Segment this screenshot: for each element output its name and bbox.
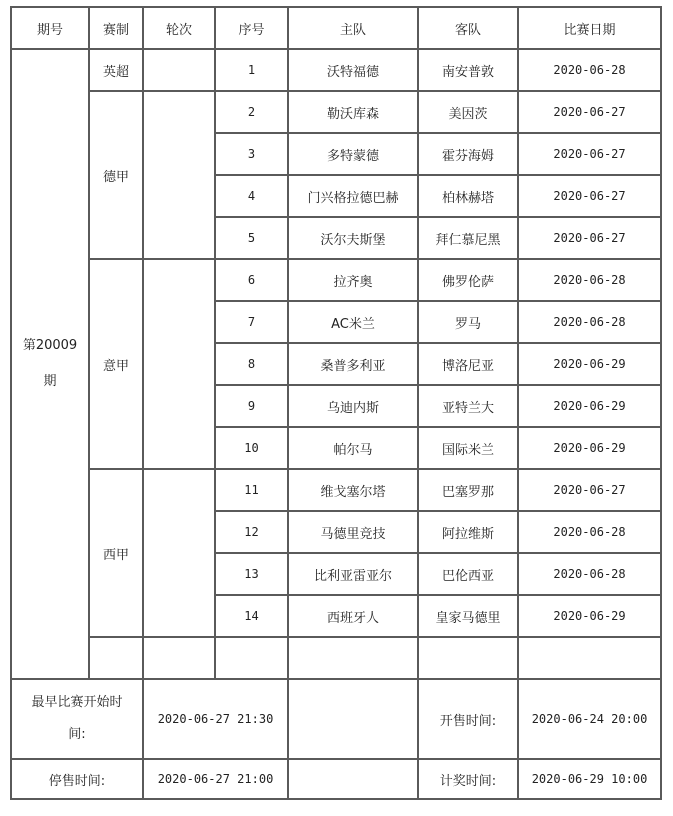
footer-row-earliest — [11, 679, 661, 759]
match-no: 3 — [215, 133, 288, 175]
away-team: 亚特兰大 — [418, 385, 518, 427]
away-team: 巴塞罗那 — [418, 469, 518, 511]
match-date: 2020-06-27 — [518, 133, 661, 175]
match-no: 7 — [215, 301, 288, 343]
empty-cell — [418, 637, 518, 679]
home-team: 拉齐奥 — [288, 259, 418, 301]
match-no: 9 — [215, 385, 288, 427]
league-cell: 意甲 — [89, 259, 143, 469]
away-team: 霍芬海姆 — [418, 133, 518, 175]
home-team: 帕尔马 — [288, 427, 418, 469]
away-team: 柏林赫塔 — [418, 175, 518, 217]
home-team: 马德里竞技 — [288, 511, 418, 553]
match-no: 10 — [215, 427, 288, 469]
match-no: 6 — [215, 259, 288, 301]
match-date: 2020-06-29 — [518, 427, 661, 469]
issue-cell — [11, 49, 89, 679]
home-team: 沃尔夫斯堡 — [288, 217, 418, 259]
empty-cell — [215, 637, 288, 679]
away-team: 国际米兰 — [418, 427, 518, 469]
league-cell: 西甲 — [89, 469, 143, 637]
match-no: 5 — [215, 217, 288, 259]
home-team: 沃特福德 — [288, 49, 418, 91]
away-team: 皇家马德里 — [418, 595, 518, 637]
table-row — [11, 469, 661, 511]
home-team: 维戈塞尔塔 — [288, 469, 418, 511]
header-no: 序号 — [215, 7, 288, 49]
match-no: 12 — [215, 511, 288, 553]
match-date: 2020-06-27 — [518, 217, 661, 259]
sale-close-label: 停售时间: — [11, 759, 143, 799]
table-row — [11, 259, 661, 301]
home-team: 勒沃库森 — [288, 91, 418, 133]
sale-close-value: 2020-06-27 21:00 — [143, 759, 288, 799]
empty-cell — [143, 637, 215, 679]
match-no: 14 — [215, 595, 288, 637]
earliest-start-label-line1: 最早比赛开始时 — [31, 695, 123, 710]
match-date: 2020-06-28 — [518, 553, 661, 595]
match-date: 2020-06-28 — [518, 511, 661, 553]
home-team: 比利亚雷亚尔 — [288, 553, 418, 595]
match-date: 2020-06-27 — [518, 469, 661, 511]
round-cell — [143, 49, 215, 91]
league-cell: 德甲 — [89, 91, 143, 259]
empty-cell — [518, 637, 661, 679]
match-date: 2020-06-29 — [518, 385, 661, 427]
empty-cell — [288, 759, 418, 799]
header-league: 赛制 — [89, 7, 143, 49]
empty-cell — [288, 637, 418, 679]
match-date: 2020-06-28 — [518, 301, 661, 343]
away-team: 巴伦西亚 — [418, 553, 518, 595]
league-cell: 英超 — [89, 49, 143, 91]
issue-suffix: 期 — [43, 374, 57, 389]
match-no: 13 — [215, 553, 288, 595]
table-row — [11, 49, 661, 91]
round-cell — [143, 91, 215, 259]
away-team: 罗马 — [418, 301, 518, 343]
away-team: 阿拉维斯 — [418, 511, 518, 553]
header-row — [11, 7, 661, 49]
match-no: 2 — [215, 91, 288, 133]
match-date: 2020-06-28 — [518, 259, 661, 301]
away-team: 佛罗伦萨 — [418, 259, 518, 301]
match-date: 2020-06-28 — [518, 49, 661, 91]
home-team: 西班牙人 — [288, 595, 418, 637]
footer-row-close — [11, 759, 661, 799]
away-team: 拜仁慕尼黑 — [418, 217, 518, 259]
sale-open-value: 2020-06-24 20:00 — [518, 679, 661, 759]
earliest-start-label — [11, 679, 143, 759]
home-team: 门兴格拉德巴赫 — [288, 175, 418, 217]
empty-row — [11, 637, 661, 679]
match-no: 4 — [215, 175, 288, 217]
home-team: 多特蒙德 — [288, 133, 418, 175]
earliest-start-label-line2: 间: — [68, 727, 86, 742]
match-no: 1 — [215, 49, 288, 91]
home-team: AC米兰 — [288, 301, 418, 343]
away-team: 博洛尼亚 — [418, 343, 518, 385]
table-row — [11, 91, 661, 133]
empty-cell — [89, 637, 143, 679]
away-team: 美因茨 — [418, 91, 518, 133]
match-no: 11 — [215, 469, 288, 511]
empty-cell — [288, 679, 418, 759]
header-round: 轮次 — [143, 7, 215, 49]
header-home-team: 主队 — [288, 7, 418, 49]
match-date: 2020-06-29 — [518, 595, 661, 637]
round-cell — [143, 469, 215, 637]
sale-open-label: 开售时间: — [418, 679, 518, 759]
round-cell — [143, 259, 215, 469]
earliest-start-value: 2020-06-27 21:30 — [143, 679, 288, 759]
match-date: 2020-06-27 — [518, 175, 661, 217]
draw-time-label: 计奖时间: — [418, 759, 518, 799]
header-match-date: 比赛日期 — [518, 7, 661, 49]
match-schedule-table — [10, 6, 662, 800]
match-date: 2020-06-29 — [518, 343, 661, 385]
home-team: 乌迪内斯 — [288, 385, 418, 427]
home-team: 桑普多利亚 — [288, 343, 418, 385]
header-issue: 期号 — [11, 7, 89, 49]
issue-number: 第20009 — [22, 338, 78, 353]
header-away-team: 客队 — [418, 7, 518, 49]
away-team: 南安普敦 — [418, 49, 518, 91]
match-no: 8 — [215, 343, 288, 385]
match-date: 2020-06-27 — [518, 91, 661, 133]
draw-time-value: 2020-06-29 10:00 — [518, 759, 661, 799]
